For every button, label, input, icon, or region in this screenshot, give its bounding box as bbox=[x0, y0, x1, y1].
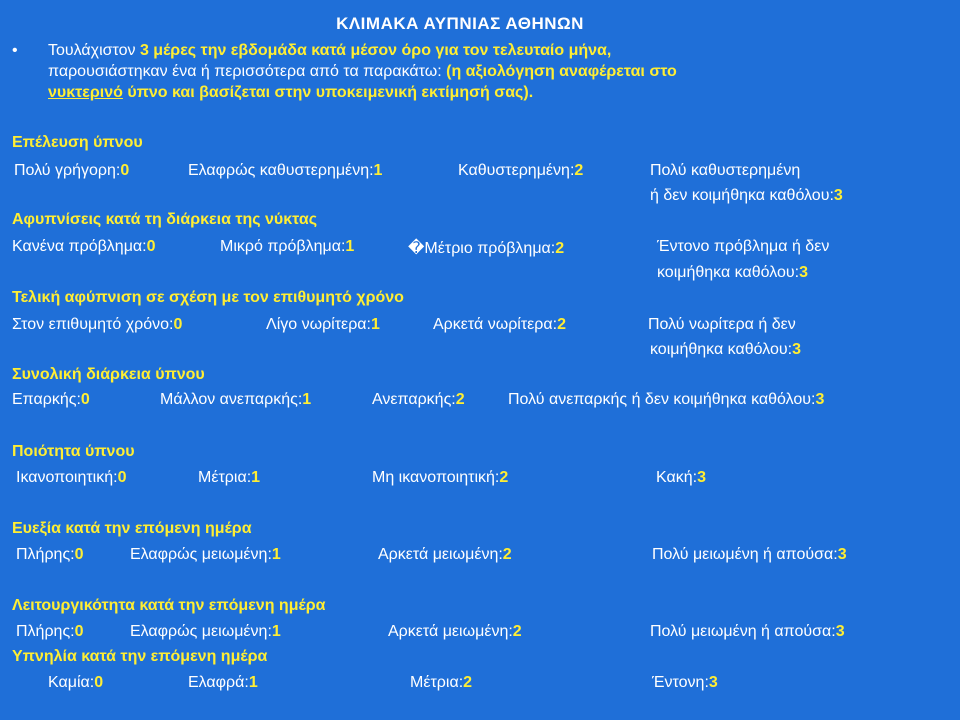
option-score: 0 bbox=[74, 546, 84, 563]
option-label: Ελαφρά: bbox=[188, 674, 249, 691]
option-item bbox=[650, 341, 801, 359]
option-label: Ελαφρώς μειωμένη: bbox=[130, 623, 272, 640]
option-label: Επαρκής: bbox=[12, 391, 81, 408]
option-item bbox=[12, 316, 182, 334]
intro-highlight: ύπνο και βασίζεται στην υποκειμενική εκτίμησή σας). bbox=[122, 84, 534, 101]
option-item bbox=[508, 391, 824, 409]
option-item bbox=[16, 469, 126, 487]
intro-text-part: παρουσιάστηκαν ένα ή περισσότερα από τα παρακάτω: bbox=[48, 63, 447, 80]
option-score: 0 bbox=[146, 238, 156, 255]
option-label: Στον επιθυμητό χρόνο: bbox=[12, 316, 174, 333]
option-score: 2 bbox=[512, 623, 522, 640]
option-score: 0 bbox=[74, 623, 84, 640]
option-label: Πολύ μειωμένη ή απούσα: bbox=[650, 623, 836, 640]
option-label: Πολύ καθυστερημένη bbox=[650, 162, 801, 179]
option-item bbox=[130, 623, 281, 641]
option-item bbox=[160, 391, 311, 409]
option-item bbox=[652, 674, 718, 692]
option-item bbox=[12, 391, 90, 409]
option-item bbox=[12, 238, 156, 256]
intro-highlight: 3 μέρες την εβδομάδα κατά μέσον όρο για τον τελευταίο μήνα, bbox=[139, 42, 612, 59]
option-label: Κανένα πρόβλημα: bbox=[12, 238, 147, 255]
option-item bbox=[657, 264, 808, 282]
section-title: Υπνηλία κατά την επόμενη ημέρα bbox=[12, 648, 268, 665]
option-label: Έντονη: bbox=[652, 674, 709, 691]
option-item bbox=[650, 623, 845, 641]
option-score: 1 bbox=[271, 546, 281, 563]
option-score: 2 bbox=[455, 391, 465, 408]
option-score: 1 bbox=[271, 623, 281, 640]
option-label: Ελαφρώς μειωμένη: bbox=[130, 546, 272, 563]
option-item bbox=[130, 546, 281, 564]
intro-highlight: (η αξιολόγηση αναφέρεται στο bbox=[446, 63, 677, 80]
option-score: 1 bbox=[248, 674, 258, 691]
option-label: Λίγο νωρίτερα: bbox=[266, 316, 371, 333]
option-score: 2 bbox=[557, 316, 566, 333]
intro-paragraph bbox=[12, 40, 932, 103]
option-score: 1 bbox=[345, 238, 355, 255]
option-label: Αρκετά νωρίτερα: bbox=[433, 316, 558, 333]
option-score: 0 bbox=[173, 316, 183, 333]
option-item bbox=[433, 316, 566, 334]
option-score: 0 bbox=[117, 469, 127, 486]
option-label: Πλήρης: bbox=[16, 623, 75, 640]
intro-underlined-word: νυκτερινό bbox=[48, 84, 123, 101]
section-title: Αφυπνίσεις κατά τη διάρκεια της νύκτας bbox=[12, 211, 318, 228]
option-label: Μικρό πρόβλημα: bbox=[220, 238, 346, 255]
option-item bbox=[198, 469, 260, 487]
option-item bbox=[410, 674, 472, 692]
option-label: Κακή: bbox=[656, 469, 698, 486]
option-label-continued: κοιμήθηκα καθόλου: bbox=[657, 264, 800, 281]
option-label: Καμία: bbox=[48, 674, 95, 691]
option-score: 0 bbox=[80, 391, 90, 408]
option-label: Μάλλον ανεπαρκής: bbox=[160, 391, 303, 408]
option-item bbox=[652, 546, 847, 564]
option-score: 1 bbox=[251, 469, 261, 486]
option-score: 3 bbox=[835, 623, 845, 640]
option-score: 0 bbox=[94, 674, 104, 691]
section-title: Τελική αφύπνιση σε σχέση με τον επιθυμητό χρόνο bbox=[12, 289, 404, 306]
option-label: �Μέτριο πρόβλημα: bbox=[408, 240, 556, 257]
option-label: Πολύ μειωμένη ή απούσα: bbox=[652, 546, 838, 563]
option-label: Πολύ ανεπαρκής ή δεν κοιμήθηκα καθόλου: bbox=[508, 391, 816, 408]
intro-text bbox=[48, 40, 932, 103]
option-score: 3 bbox=[792, 341, 801, 358]
option-label: Πλήρης: bbox=[16, 546, 75, 563]
option-score: 3 bbox=[799, 264, 808, 281]
option-score: 1 bbox=[373, 162, 383, 179]
option-item bbox=[372, 391, 465, 409]
option-score: 1 bbox=[370, 316, 380, 333]
option-score: 2 bbox=[574, 162, 584, 179]
option-label: Αρκετά μειωμένη: bbox=[388, 623, 513, 640]
bullet-icon: • bbox=[12, 42, 18, 59]
option-label: Καθυστερημένη: bbox=[458, 162, 575, 179]
option-label: Μέτρια: bbox=[198, 469, 252, 486]
option-label: Ικανοποιητική: bbox=[16, 469, 118, 486]
option-label: Αρκετά μειωμένη: bbox=[378, 546, 503, 563]
option-item bbox=[458, 162, 583, 180]
option-item bbox=[188, 162, 382, 180]
section-title: Λειτουργικότητα κατά την επόμενη ημέρα bbox=[12, 597, 326, 614]
intro-text-part: Τουλάχιστον bbox=[48, 42, 140, 59]
page-title: ΚΛΙΜΑΚΑ ΑΥΠΝΙΑΣ ΑΘΗΝΩΝ bbox=[336, 14, 584, 33]
option-label: Μη ικανοποιητική: bbox=[372, 469, 500, 486]
option-score: 2 bbox=[555, 240, 565, 257]
option-score: 2 bbox=[502, 546, 512, 563]
option-label: Έντονο πρόβλημα ή δεν bbox=[657, 238, 830, 255]
section-title: Ποιότητα ύπνου bbox=[12, 443, 135, 460]
option-score: 2 bbox=[463, 674, 473, 691]
section-title: Επέλευση ύπνου bbox=[12, 134, 143, 151]
option-label: Ανεπαρκής: bbox=[372, 391, 456, 408]
option-item bbox=[388, 623, 522, 641]
option-item bbox=[650, 187, 843, 205]
option-score: 2 bbox=[499, 469, 509, 486]
option-label-continued: ή δεν κοιμήθηκα καθόλου: bbox=[650, 187, 834, 204]
option-label-continued: κοιμήθηκα καθόλου: bbox=[650, 341, 793, 358]
option-item bbox=[266, 316, 380, 334]
option-score: 1 bbox=[302, 391, 312, 408]
option-score: 3 bbox=[815, 391, 825, 408]
option-label: Πολύ γρήγορη: bbox=[14, 162, 121, 179]
option-label: Μέτρια: bbox=[410, 674, 464, 691]
option-score: 3 bbox=[708, 674, 718, 691]
option-score: 3 bbox=[697, 469, 706, 486]
option-item bbox=[16, 623, 84, 641]
option-item bbox=[656, 469, 706, 487]
option-item bbox=[378, 546, 512, 564]
option-label: Ελαφρώς καθυστερημένη: bbox=[188, 162, 374, 179]
option-item bbox=[14, 162, 129, 180]
option-score: 3 bbox=[833, 187, 843, 204]
option-item bbox=[48, 674, 103, 692]
option-score: 3 bbox=[837, 546, 847, 563]
option-item bbox=[408, 238, 564, 258]
option-item bbox=[372, 469, 508, 487]
option-item bbox=[188, 674, 258, 692]
option-item bbox=[16, 546, 84, 564]
option-score: 0 bbox=[120, 162, 130, 179]
section-title: Συνολική διάρκεια ύπνου bbox=[12, 366, 205, 383]
option-item bbox=[220, 238, 354, 256]
option-label: Πολύ νωρίτερα ή δεν bbox=[648, 316, 796, 333]
section-title: Ευεξία κατά την επόμενη ημέρα bbox=[12, 520, 252, 537]
